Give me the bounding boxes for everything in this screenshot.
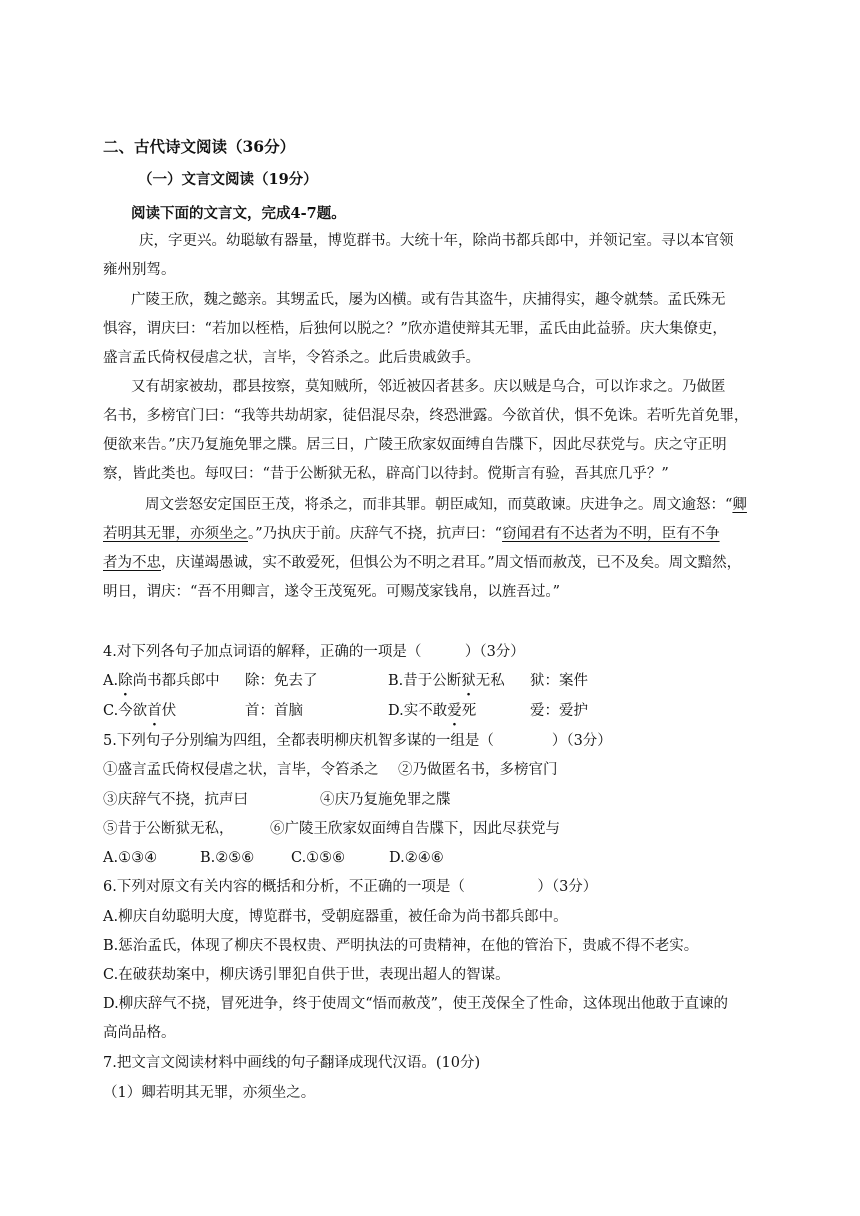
- q5-item-4: ④庆乃复施免罪之牒: [320, 792, 451, 808]
- passage-line: 庆，字更兴。幼聪敏有器量，博览群书。大统十年，除尚书都兵郎中，并领记室。寻以本官领: [139, 233, 734, 249]
- option-text: A.: [103, 673, 119, 689]
- q6-option-a: A.柳庆自幼聪明大度，博览群书，受朝庭器重，被任命为尚书都兵郎中。: [103, 909, 568, 925]
- dotted-word: 狱: [461, 673, 476, 689]
- passage-line: 惧容，谓庆曰：“若加以桎梏，后独何以脱之？”欣亦遣使辩其无罪，孟氏由此益骄。庆大集僚吏，: [103, 321, 727, 337]
- q4-option-c-gloss: 首：首脑: [245, 703, 303, 719]
- q4-option-d: [388, 701, 476, 721]
- q6-option-d: D.柳庆辞气不挠，冒死进争，终于使周文“悟而赦茂”，使王茂保全了性命，这体现出他敢于直谏的: [103, 996, 729, 1012]
- passage-line: 盛言孟氏倚权侵虐之状，言毕，令笞杀之。此后贵戚敛手。: [103, 350, 480, 366]
- passage-line: 名书，多榜官门曰：“我等共劫胡家，徒侣混尽杂，终恐泄露。今欲首伏，惧不免诛。若听先首免罪，: [103, 408, 749, 424]
- passage-line: 察，皆此类也。每叹曰：“昔于公断狱无私，辟高门以待封。傥斯言有验，吾其庶几乎？”: [103, 466, 669, 482]
- underlined-sentence-1: 卿: [732, 497, 747, 513]
- q5-item-2: ②乃做匿名书，多榜官门: [398, 762, 558, 778]
- passage-line: 便欲来告。”庆乃复施免罪之牒。居三日，广陵王欣家奴面缚自告牒下，因此尽获党与。庆之守正明: [103, 437, 727, 453]
- q5-item-1: ①盛言孟氏倚权侵虐之状，言毕，令笞杀之: [103, 762, 379, 778]
- question-5-stem: 5.下列句子分别编为四组，全都表明柳庆机智多谋的一组是（ ）（3分）: [103, 733, 612, 749]
- question-6-stem: 6.下列对原文有关内容的概括和分析，不正确的一项是（ ）（3分）: [103, 879, 598, 895]
- option-text: 伏: [161, 703, 177, 719]
- q5-option-b: B.②⑤⑥: [200, 850, 255, 866]
- option-text: B.昔于公断: [388, 673, 462, 689]
- passage-line: 广陵王欣，魏之懿亲。其甥孟氏，屡为凶横。或有告其盗牛，庆捕得实，趣令就禁。孟氏殊无: [131, 292, 726, 308]
- q7-sentence-1: （1）卿若明其无罪，亦须坐之。: [103, 1085, 316, 1101]
- q6-option-c: C.在破获劫案中，柳庆诱引罪犯自供于世，表现出超人的智谋。: [103, 967, 510, 983]
- option-text: 尚书都兵郎中: [132, 673, 220, 689]
- q4-option-d-gloss: 爱：爱护: [530, 703, 588, 719]
- q4-option-a: [103, 671, 220, 691]
- q6-option-d-continued: 高尚品格。: [103, 1025, 176, 1041]
- passage-text: 周文尝怒安定国臣王茂，将杀之，而非其罪。朝臣咸知，而莫敢谏。庆进争之。周文逾怒：“: [145, 497, 733, 513]
- dotted-word: 爱: [447, 703, 462, 719]
- q4-option-a-gloss: 除：免去了: [245, 673, 318, 689]
- underlined-sentence-2: 者为不忠: [103, 555, 161, 571]
- question-4-stem: 4.对下列各句子加点词语的解释，正确的一项是（ ）（3分）: [103, 644, 525, 660]
- option-text: C.今欲: [103, 703, 148, 719]
- passage-line: 又有胡家被劫，郡县按察，莫知贼所，邻近被囚者甚多。庆以贼是乌合，可以诈求之。乃做匿: [131, 379, 726, 395]
- passage-line: 明日，谓庆：“吾不用卿言，遂令王茂冤死。可赐茂家钱帛，以旌吾过。”: [103, 584, 561, 600]
- q5-option-a: A.①③④: [103, 850, 158, 866]
- q4-option-b: [388, 671, 505, 691]
- option-text: 无私: [475, 673, 505, 689]
- passage-text: ，庆谨竭愚诚，实不敢爱死，但惧公为不明之君耳。”周文悟而赦茂，已不及矣。周文黯然，: [161, 555, 742, 571]
- passage-text: 。”乃执庆于前。庆辞气不挠，抗声曰：“: [248, 526, 503, 542]
- q4-option-b-gloss: 狱：案件: [530, 673, 588, 689]
- option-text: 死: [461, 703, 477, 719]
- q4-option-c: [103, 701, 176, 721]
- section-title: 二、古代诗文阅读（36分）: [103, 137, 296, 156]
- dotted-word: 首: [147, 703, 162, 719]
- underlined-sentence-2: 窃闻君有不达者为不明，臣有不争: [502, 526, 720, 542]
- option-text: D.实不敢: [388, 703, 448, 719]
- instruction-text: 阅读下面的文言文，完成4-7题。: [131, 205, 346, 222]
- question-7-stem: 7.把文言文阅读材料中画线的句子翻译成现代汉语。(10分): [103, 1055, 481, 1071]
- passage-line: [145, 495, 747, 515]
- q5-option-d: D.②④⑥: [389, 850, 444, 866]
- passage-line: [103, 524, 720, 544]
- passage-line: [103, 553, 741, 573]
- q5-item-5: ⑤昔于公断狱无私，: [103, 821, 234, 837]
- q6-option-b: B.惩治孟氏，体现了柳庆不畏权贵、严明执法的可贵精神，在他的管治下，贵戚不得不老实。: [103, 938, 699, 954]
- dotted-word: 除: [118, 673, 133, 689]
- subsection-title: （一）文言文阅读（19分）: [138, 171, 318, 188]
- underlined-sentence-1: 若明其无罪，亦须坐之: [103, 526, 248, 542]
- q5-item-3: ③庆辞气不挠，抗声曰: [103, 792, 248, 808]
- q5-item-6: ⑥广陵王欣家奴面缚自告牒下，因此尽获党与: [270, 821, 560, 837]
- q5-option-c: C.①⑤⑥: [291, 850, 346, 866]
- passage-line: 雍州别驾。: [103, 262, 176, 278]
